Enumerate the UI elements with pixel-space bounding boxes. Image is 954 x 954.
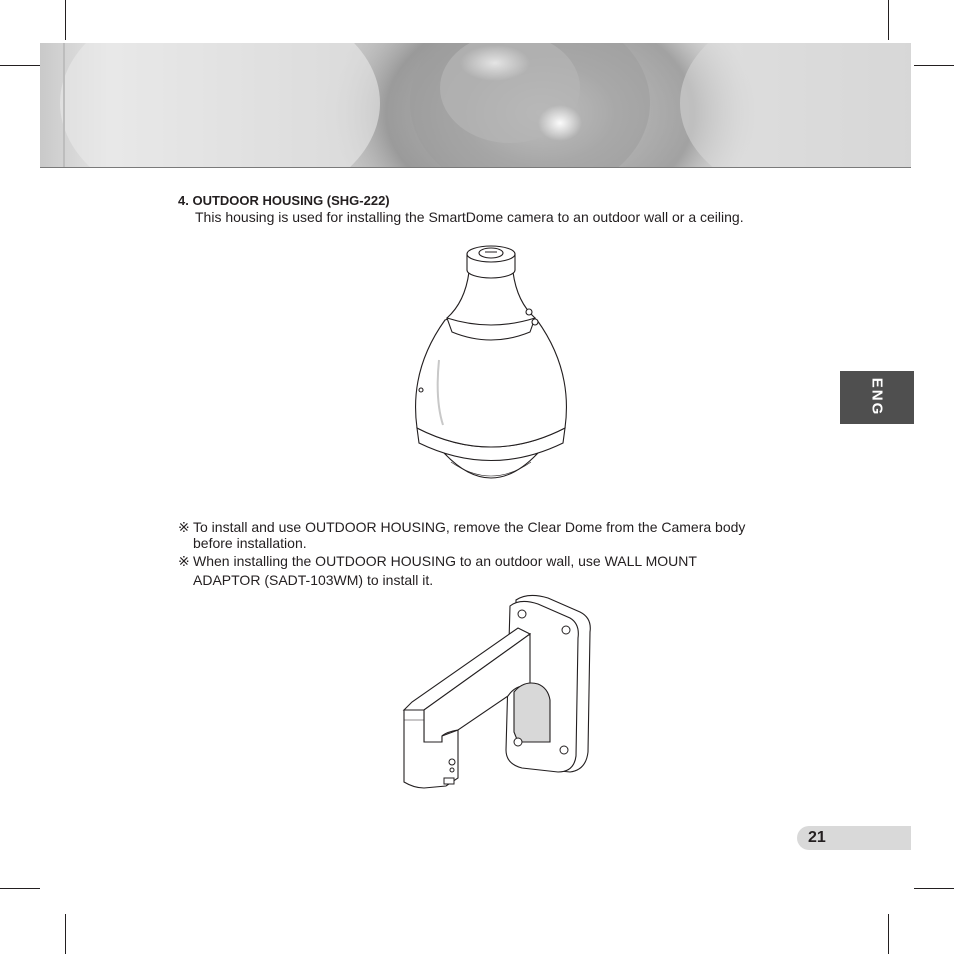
page-number-pill <box>797 826 911 850</box>
wall-mount-adaptor-illustration <box>398 592 594 792</box>
crop-mark <box>914 888 954 889</box>
crop-mark <box>888 0 889 40</box>
camera-lens-banner-image <box>40 43 911 167</box>
note-text-line: To install and use OUTDOOR HOUSING, remove the Clear Dome from the Camera body <box>193 519 746 535</box>
banner-divider <box>40 167 911 168</box>
header-banner <box>40 43 911 167</box>
crop-mark <box>65 914 66 954</box>
outdoor-housing-illustration <box>405 240 577 488</box>
crop-mark <box>914 65 954 66</box>
crop-mark <box>888 914 889 954</box>
reference-mark: ※ <box>178 553 190 569</box>
note-text-line: before installation. <box>193 535 307 551</box>
section-description: This housing is used for installing the SmartDome camera to an outdoor wall or a ceiling. <box>195 209 744 225</box>
note-text-line: ADAPTOR (SADT-103WM) to install it. <box>193 572 434 588</box>
installation-note <box>178 552 697 590</box>
installation-note <box>178 519 745 551</box>
language-tab <box>840 371 914 424</box>
page-number: 21 <box>808 829 826 846</box>
language-tab-label: ENG <box>868 377 886 417</box>
reference-mark: ※ <box>178 519 190 535</box>
note-text-line: When installing the OUTDOOR HOUSING to an outdoor wall, use WALL MOUNT <box>193 553 697 569</box>
section-title: 4. OUTDOOR HOUSING (SHG-222) <box>178 193 390 208</box>
crop-mark <box>65 0 66 40</box>
crop-mark <box>0 65 40 66</box>
crop-mark <box>0 888 40 889</box>
